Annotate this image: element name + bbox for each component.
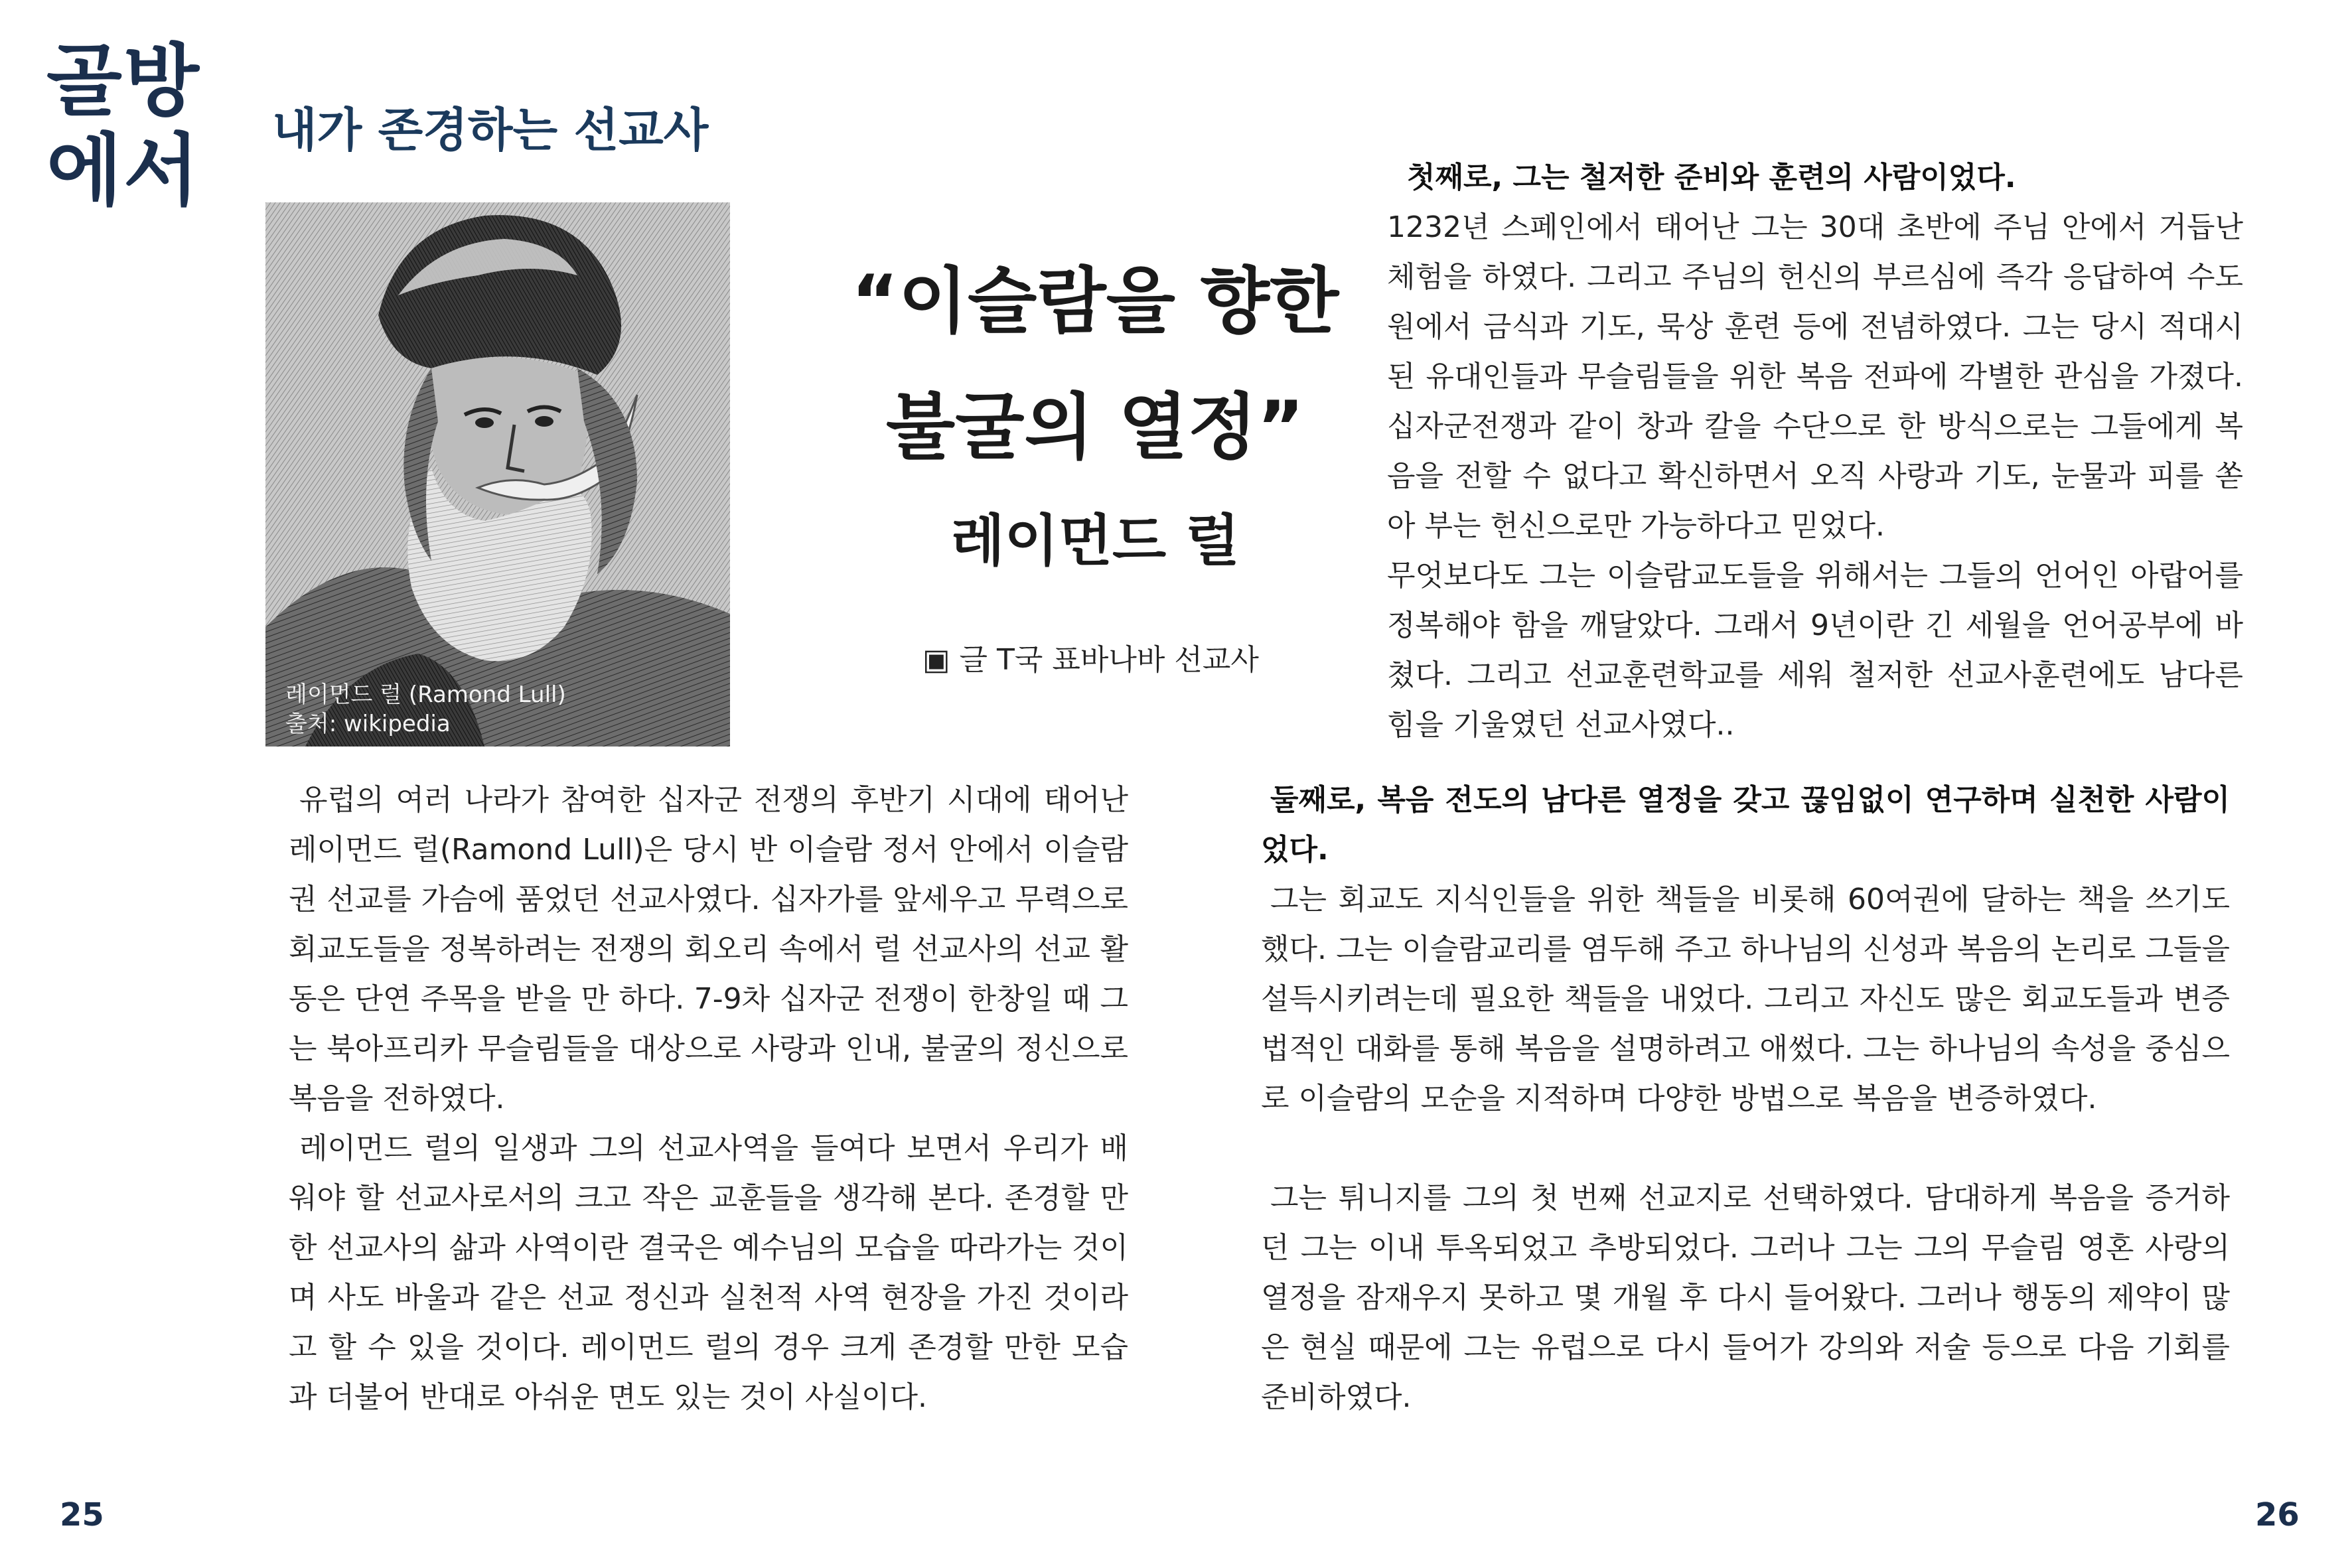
paragraph: 무엇보다도 그는 이슬람교도들을 위해서는 그들의 언어인 아랍어를 정복해야 함을 깨달았다. 그래서 9년이란 긴 세월을 언어공부에 바쳤다. 그리고 선교훈련학교를 세워 철저한 선교사훈련에도 남다른 힘을 기울였던 선교사였다..: [1387, 559, 2243, 742]
paragraph: 그는 회교도 지식인들을 위한 책들을 비롯해 60여권에 달하는 책을 쓰기도 했다. 그는 이슬람교리를 염두해 주고 하나님의 신성과 복음의 논리로 그들을 설득시키려는데 필요한 책들을 내었다. 그리고 자신도 많은 회교도들과 변증법적인 대화를 통해 복음을 설명하려고 애썼다. 그는 하나님의 속성을 중심으로 이슬람의 모순을 지적하며 다양한 방법으로 복음을 변증하였다.: [1261, 883, 2231, 1115]
paragraph: 그는 튀니지를 그의 첫 번째 선교지로 선택하였다. 담대하게 복음을 증거하던 그는 이내 투옥되었고 추방되었다. 그러나 그는 그의 무슬림 영혼 사랑의 열정을 잠재우지 못하고 몇 개월 후 다시 들어왔다. 그러나 행동의 제약이 많은 현실 때문에 그는 유럽으로 다시 들어가 강의와 저술 등으로 다음 기회를 준비하였다.: [1261, 1181, 2230, 1414]
headline-name: 레이먼드 럴: [950, 508, 1240, 573]
section-title-line2: 에서: [46, 124, 200, 216]
article-byline: ▣ 글 T국 표바나바 선교사: [922, 643, 1259, 677]
portrait-caption-source: 출처: wikipedia: [285, 711, 451, 737]
page-number-right: 26: [2255, 1496, 2300, 1533]
section-heading-first: 첫째로, 그는 철저한 준비와 훈련의 사람이었다.: [1407, 161, 2016, 194]
left-column: [289, 775, 1128, 1422]
headline-line1: “이슬람을 향한: [851, 260, 1339, 343]
right-top-column: [1387, 153, 2243, 750]
section-subtitle: 내가 존경하는 선교사: [272, 103, 709, 157]
paragraph: 레이먼드 럴의 일생과 그의 선교사역을 들여다 보면서 우리가 배워야 할 선교사로서의 크고 작은 교훈들을 생각해 본다. 존경할 만한 선교사의 삶과 사역이란 결국은 예수님의 모습을 따라가는 것이며 사도 바울과 같은 선교 정신과 실천적 사역 현장을 가진 것이라고 할 수 있을 것이다. 레이먼드 럴의 경우 크게 존경할 만한 모습과 더불어 반대로 아쉬운 면도 있는 것이 사실이다.: [289, 1131, 1128, 1414]
paragraph-spacer: [1261, 1123, 2230, 1173]
portrait-caption: [285, 680, 566, 739]
section-title-line1: 골방: [46, 35, 200, 127]
right-bottom-column: [1261, 775, 2230, 1422]
section-title: [46, 36, 219, 215]
page-number-left: 25: [60, 1496, 104, 1533]
headline-line2: 불굴의 열정”: [885, 386, 1305, 469]
section-heading-second: 둘째로, 복음 전도의 남다른 열정을 갖고 끊임없이 연구하며 실천한 사람이었다.: [1261, 783, 2230, 867]
paragraph: 유럽의 여러 나라가 참여한 십자군 전쟁의 후반기 시대에 태어난 레이먼드 럴(Ramond Lull)은 당시 반 이슬람 정서 안에서 이슬람권 선교를 가슴에 품었던 선교사였다. 십자가를 앞세우고 무력으로 회교도들을 정복하려는 전쟁의 회오리 속에서 럴 선교사의 선교 활동은 단연 주목을 받을 만 하다. 7-9차 십자군 전쟁이 한창일 때 그는 북아프리카 무슬림들을 대상으로 사랑과 인내, 불굴의 정신으로 복음을 전하였다.: [289, 783, 1128, 1115]
article-headline: [810, 239, 1380, 591]
paragraph: 1232년 스페인에서 태어난 그는 30대 초반에 주님 안에서 거듭난 체험을 하였다. 그리고 주님의 헌신의 부르심에 즉각 응답하여 수도원에서 금식과 기도, 묵상 훈련 등에 전념하였다. 그는 당시 적대시 된 유대인들과 무슬림들을 위한 복음 전파에 각별한 관심을 가졌다. 십자군전쟁과 같이 창과 칼을 수단으로 한 방식으로는 그들에게 복음을 전할 수 없다고 확신하면서 오직 사랑과 기도, 눈물과 피를 쏟아 부는 헌신으로만 가능하다고 믿었다.: [1387, 210, 2243, 543]
portrait-caption-name: 레이먼드 럴 (Ramond Lull): [285, 681, 566, 708]
portrait-image: [265, 202, 730, 747]
portrait-engraving: [265, 202, 730, 747]
